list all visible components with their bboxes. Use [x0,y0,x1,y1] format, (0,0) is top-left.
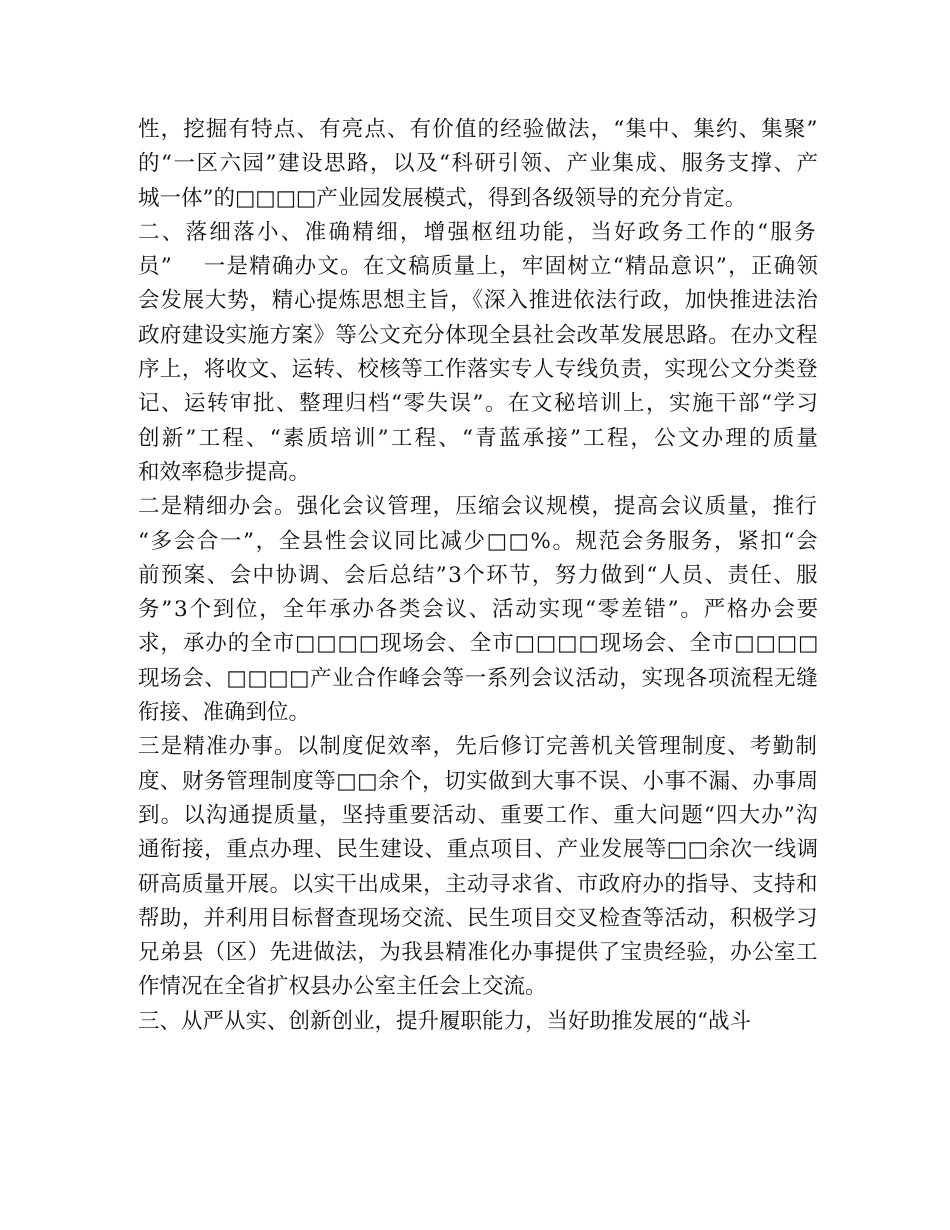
text-line: 创新”工程、“素质培训”工程、“青蓝承接”工程，公文办理的质量 [138,425,821,451]
text-line: 政府建设实施方案》等公文充分体现全县社会改革发展思路。在办文程 [138,322,818,348]
text-line: 员” 一是精确办文。在文稿质量上，牢固树立“精品意识”，正确领 [138,254,820,280]
text-line: 帮助，并利用目标督查现场交流、民生项目交叉检查等活动，积极学习 [138,905,818,931]
paragraph [138,216,821,490]
document-body [138,113,821,1039]
text-line: 作情况在全省扩权县办公室主任会上交流。 [138,974,547,1000]
text-line: 会发展大势，精心提炼思想主旨，《深入推进依法行政，加快推进法治 [138,288,819,314]
text-line: 前预案、会中协调、会后总结”3个环节，努力做到“人员、责任、服 [138,562,820,588]
paragraph [138,730,818,1004]
paragraph [138,490,818,730]
text-line: 记、运转审批、整理归档“零失误”。在文秘培训上，实施干部“学习 [138,391,820,417]
text-line: 和效率稳步提高。 [138,459,311,485]
text-line: 三是精准办事。以制度促效率，先后修订完善机关管理制度、考勤制 [138,734,819,760]
text-line: 度、财务管理制度等□□余个，切实做到大事不误、小事不漏、办事周 [138,768,819,794]
text-line: 性，挖掘有特点、有亮点、有价值的经验做法，“集中、集约、集聚” [138,117,819,142]
paragraph [138,113,818,216]
text-line: 到。以沟通提质量，坚持重要活动、重要工作、重大问题“四大办”沟 [138,802,819,828]
text-line: 的“一区六园”建设思路，以及“科研引领、产业集成、服务支撑、产 [138,151,820,177]
text-line: “多会合一”，全县性会议同比减少□□%。规范会务服务，紧扣“会 [138,528,820,554]
paragraph [138,1005,818,1039]
text-line: 现场会、□□□□产业合作峰会等一系列会议活动，实现各项流程无缝 [138,665,819,691]
text-line: 求，承办的全市□□□□现场会、全市□□□□现场会、全市□□□□ [138,631,820,657]
text-line: 务”3个到位，全年承办各类会议、活动实现“零差错”。严格办会要 [138,597,820,623]
text-line: 研高质量开展。以实干出成果，主动寻求省、市政府办的指导、支持和 [138,871,818,897]
text-line: 二、落细落小、准确精细，增强枢纽功能，当好政务工作的“服务 [138,219,818,245]
text-line: 三、从严从实、创新创业，提升履职能力，当好助推发展的“战斗 [138,1008,751,1034]
text-line: 兄弟县（区）先进做法，为我县精准化办事提供了宝贵经验，办公室工 [138,940,818,966]
text-line: 衔接、准确到位。 [138,700,311,726]
text-line: 序上，将收文、运转、校核等工作落实专人专线负责，实现公文分类登 [138,357,818,383]
text-line: 通衔接，重点办理、民生建设、重点项目、产业发展等□□余次一线调 [138,837,819,863]
text-line: 二是精细办会。强化会议管理，压缩会议规模，提高会议质量，推行 [138,494,819,520]
text-line: 城一体”的□□□□产业园发展模式，得到各级领导的充分肯定。 [138,185,747,211]
